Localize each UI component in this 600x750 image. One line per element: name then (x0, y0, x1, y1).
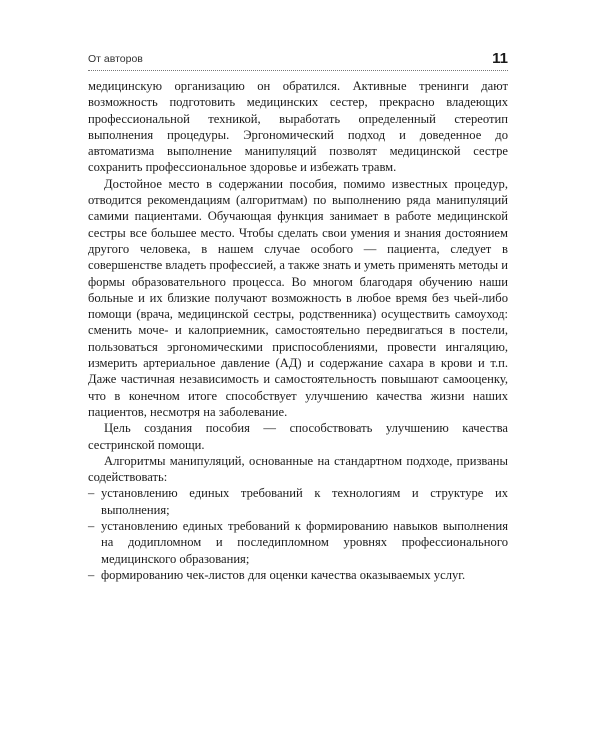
list-dash: – (88, 567, 95, 582)
paragraph-algorithms-intro: Алгоритмы манипуляций, основанные на стандартном подходе, призваны содействовать: (88, 453, 508, 485)
list-item (88, 518, 508, 567)
list-dash: – (88, 519, 95, 534)
header-divider (88, 70, 508, 71)
purpose-list (88, 485, 508, 583)
section-title: От авторов (88, 53, 143, 65)
body-text (88, 78, 508, 583)
list-dash: – (88, 486, 95, 501)
running-head (88, 51, 508, 69)
paragraph-continuation: медицинскую организацию он обратился. Активные тренинги дают возможность подготовить медицинских сестер, прекрасно владеющих профессиональной техникой, выработать определенный стереотип выполнения процедуры. Эргономический подход и доведенное до автоматизма выполнение манипуляций позволят медицинской сестре сохранить профессиональное здоровье и избежать травм. (88, 79, 508, 175)
list-item (88, 485, 508, 518)
list-item (88, 567, 508, 583)
paragraph-self-care-recommendations: Достойное место в содержании пособия, помимо известных процедур, отводится рекомендациям (алгоритмам) по выполнению ряда манипуляций самими пациентами. Обучающая функция занимает в работе медицинской сестры все большее место. Чтобы сделать свои умения и знания достоянием другого человека, в нашем случае особого — пациента, следует в совершенстве владеть профессией, а также знать и уметь применять методы и формы образовательного процесса. Во многом благодаря обучению наши больные и их близкие получают возможность в любое время без чьей-либо помощи (врача, медицинской сестры, родственника) осуществить самоуход: сменить моче- и калоприемник, самостоятельно передвигаться в постели, пользоваться эргономическими приспособлениями, провести ингаляцию, измерить артериальное давление (АД) и содержание сахара в крови и т.п. Даже частичная независимость и самостоятельность повышают самооценку, что в конечном итоге способствует улучшению качества жизни наших пациентов, несмотря на заболевание. (88, 176, 508, 419)
list-item-text: установлению единых требований к технологиям и структуре их выполнения; (101, 486, 508, 517)
paragraph-goal: Цель создания пособия — способствовать улучшению качества сестринской помощи. (88, 421, 508, 452)
list-item-text: формированию чек-листов для оценки качества оказываемых услуг. (101, 567, 466, 582)
list-item-text: установлению единых требований к формированию навыков выполнения на додипломном и последипломном уровнях профессионального медицинского образования; (101, 519, 508, 566)
page-number: 11 (492, 50, 508, 67)
